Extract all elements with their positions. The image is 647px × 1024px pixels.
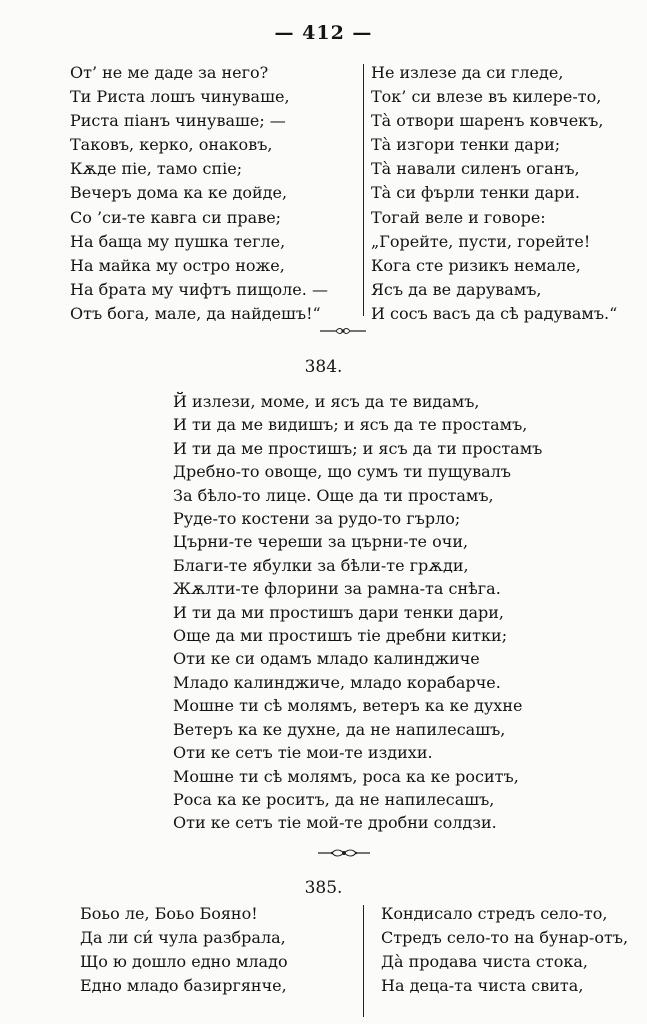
column-divider: [363, 64, 364, 316]
poem-384: [173, 390, 542, 835]
poem-line: Отъ бога, мале, да найдешъ!“: [70, 303, 321, 323]
poem-line: На баща му пушка тегле,: [70, 231, 286, 251]
poem-line: Й излези, моме, и ясъ да те видамъ,: [173, 392, 480, 411]
poem-line: Тà навали силенъ оганъ,: [371, 159, 580, 179]
poem-line: Со ’си-те кавга си праве;: [70, 207, 282, 227]
poem-line: И ти да ме видишъ; и ясъ да те простамъ,: [173, 415, 528, 435]
poem-line: На майка му остро ноже,: [70, 255, 285, 275]
poem-line: Ясъ да ве дарувамъ,: [371, 279, 542, 299]
top-poem-right-column: [371, 61, 617, 326]
poem-line: Едно младо базиргянче,: [80, 976, 287, 996]
poem-line: Вечеръ дома ка ке дойде,: [70, 183, 288, 203]
poem-line: И сосъ васъ да сѣ радувамъ.“: [371, 303, 618, 323]
poem-line: Ток’ си влезе въ килере-то,: [371, 87, 602, 107]
poem-line: Оти ке сетъ тіе мой-те дробни солдзи.: [173, 813, 497, 833]
page-number: — 412 —: [274, 22, 373, 44]
top-poem-left-column: [70, 61, 328, 326]
poem-line: Ти Риста лошъ чинуваше,: [70, 87, 290, 107]
poem-line: „Горейте, пусти, горейте!: [371, 231, 591, 251]
poem-line: Тогай веле и говоре:: [371, 207, 546, 227]
column-divider: [363, 905, 364, 1017]
poem-line: И ти да ме простишъ; и ясъ да ти простамъ: [173, 438, 543, 458]
poem-line: Риста піанъ чинуваше; —: [70, 111, 286, 131]
poem-line: Дребно-то овоще, що сумъ ти пущувалъ: [173, 462, 511, 482]
poem-line: Църни-те череши за църни-те очи,: [173, 532, 469, 552]
poem-line: Дà продава чиста стока,: [381, 952, 588, 972]
poem-line: Кондисало стредъ село-то,: [381, 904, 608, 923]
poem-line: Роса ка ке роситъ, да не напилесашъ,: [173, 789, 495, 809]
poem-line: За бѣло-то лице. Още да ти простамъ,: [173, 485, 494, 505]
poem-line: И ти да ми простишъ дари тенки дари,: [173, 602, 504, 622]
poem-line: Жѫлти-те флорини за рамна-та снѣга.: [173, 579, 501, 599]
ornament-divider-top: [318, 325, 368, 337]
poem-line: Не излезе да си гледе,: [371, 63, 564, 82]
poem-385-left-column: [80, 902, 288, 998]
poem-line: Тà си фърли тенки дари.: [371, 183, 580, 203]
poem-line: Руде-то костени за рудо-то гърло;: [173, 509, 461, 529]
poem-line: Оти ке си одамъ младо калинджиче: [173, 649, 480, 669]
poem-line: Още да ми простишъ тіе дребни китки;: [173, 626, 508, 646]
poem-line: Да ли си́ чула разбрала,: [80, 928, 286, 948]
poem-line: Кѫде піе, тамо спіе;: [70, 159, 243, 179]
poem-line: Ветеръ ка ке духне, да не напилесашъ,: [173, 719, 506, 739]
poem-line: Оти ке сетъ тіе мои-те издихи.: [173, 743, 433, 763]
poem-line: Мошне ти сѣ молямъ, ветеръ ка ке духне: [173, 696, 523, 716]
section-number-385: 385.: [304, 878, 343, 898]
poem-line: Що ю дошло едно младо: [80, 952, 288, 972]
ornament-divider-bottom: [316, 846, 372, 860]
poem-line: Младо калинджиче, младо корабарче.: [173, 672, 501, 692]
poem-385-right-column: [381, 902, 628, 998]
poem-line: Кога сте ризикъ немале,: [371, 255, 581, 275]
section-number-384: 384.: [304, 357, 343, 377]
poem-line: Стредъ село-то на бунар-отъ,: [381, 928, 629, 948]
poem-line: Тà изгори тенки дари;: [371, 135, 561, 155]
poem-line: Мошне ти сѣ молямъ, роса ка ке роситъ,: [173, 766, 519, 786]
poem-line: Боьо ле, Боьо Бояно!: [80, 904, 258, 923]
poem-line: Тà отвори шаренъ ковчекъ,: [371, 111, 604, 131]
poem-line: На деца-та чиста свита,: [381, 976, 584, 996]
poem-line: На брата му чифтъ пищоле. —: [70, 279, 328, 299]
poem-line: От’ не ме даде за него?: [70, 63, 269, 82]
poem-line: Благи-те ябулки за бѣли-те грѫди,: [173, 555, 469, 575]
poem-line: Таковъ, керко, онаковъ,: [70, 135, 273, 155]
